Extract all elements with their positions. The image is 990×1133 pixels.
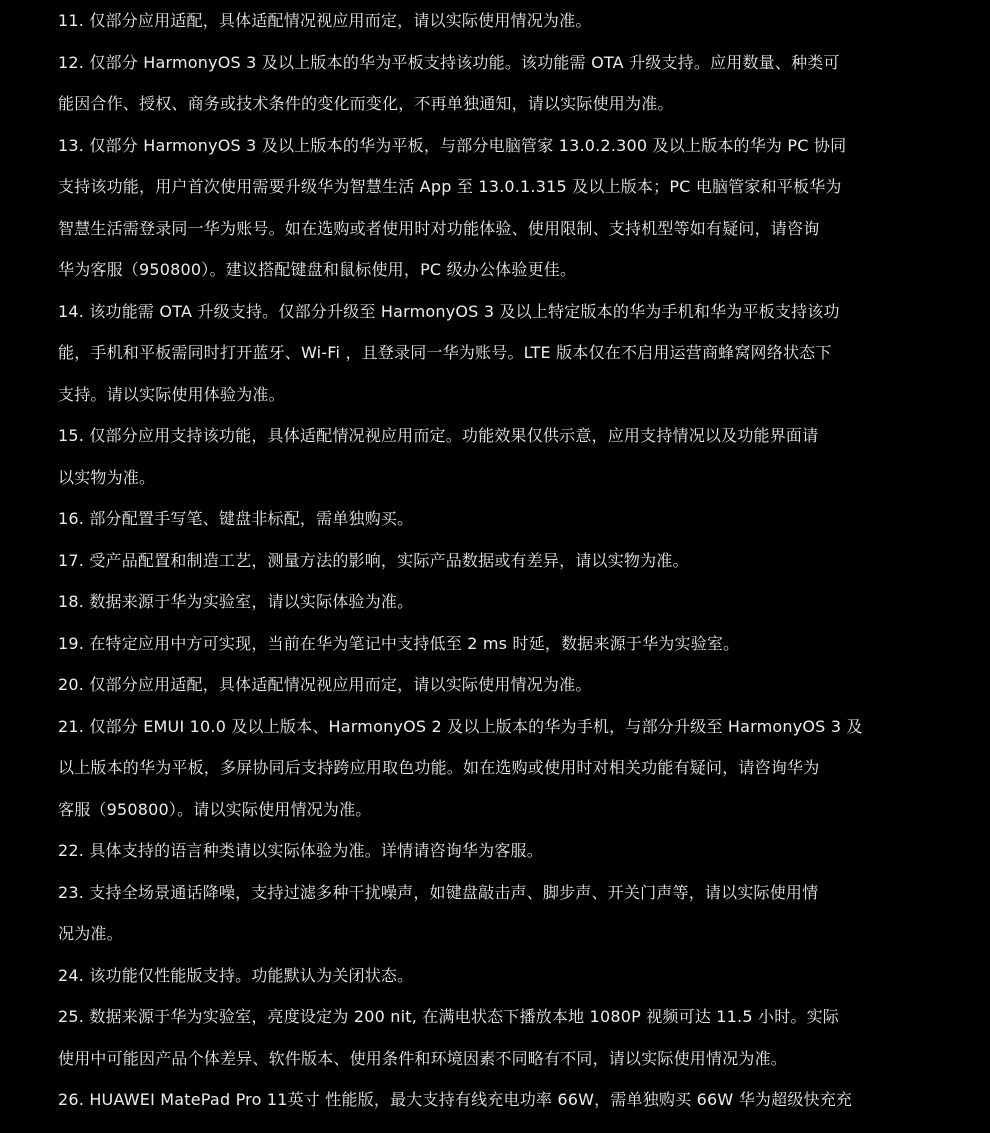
note-14-line-1: 14. 该功能需 OTA 升级支持。仅部分升级至 HarmonyOS 3 及以上特定版本的华为手机和华为平板支持该功 (58, 301, 840, 321)
note-25-line-1: 25. 数据来源于华为实验室，亮度设定为 200 nit, 在满电状态下播放本地 1080P 视频可达 11.5 小时。实际 (58, 1007, 840, 1026)
note-26-line-1: 26. HUAWEI MatePad Pro 11英寸 性能版，最大支持有线充电功率 66W，需单独购买 66W 华为超级快充充 (58, 1090, 853, 1109)
note-13-line-2: 支持该功能，用户首次使用需要升级华为智慧生活 App 至 13.0.1.315 及以上版本；PC 电脑管家和平板华为 (58, 177, 842, 196)
note-22-line-1: 22. 具体支持的语言种类请以实际体验为准。详情请咨询华为客服。 (58, 841, 543, 860)
note-23-line-1: 23. 支持全场景通话降噪，支持过滤多种干扰噪声，如键盘敲击声、脚步声、开关门声等，请以实际使用情 (58, 882, 819, 902)
note-11-line-1: 11. 仅部分应用适配，具体适配情况视应用而定，请以实际使用情况为准。 (58, 11, 592, 30)
note-25-line-2: 使用中可能因产品个体差异、软件版本、使用条件和环境因素不同略有不同，请以实际使用情况为准。 (58, 1048, 788, 1068)
note-19-line-1: 19. 在特定应用中方可实现，当前在华为笔记中支持低至 2 ms 时延，数据来源于华为实验室。 (58, 633, 740, 653)
note-15-line-2: 以实物为准。 (58, 467, 156, 487)
note-21-line-1: 21. 仅部分 EMUI 10.0 及以上版本、HarmonyOS 2 及以上版本的华为手机，与部分升级至 HarmonyOS 3 及 (58, 716, 863, 736)
note-24-line-1: 24. 该功能仅性能版支持。功能默认为关闭状态。 (58, 965, 414, 985)
note-18-line-1: 18. 数据来源于华为实验室，请以实际体验为准。 (58, 592, 414, 611)
note-21-line-3: 客服（950800）。请以实际使用情况为准。 (58, 799, 372, 819)
footnotes-list (58, 0, 938, 1121)
note-13-line-1: 13. 仅部分 HarmonyOS 3 及以上版本的华为平板，与部分电脑管家 13.0.2.300 及以上版本的华为 PC 协同 (58, 135, 847, 155)
note-21-line-2: 以上版本的华为平板，多屏协同后支持跨应用取色功能。如在选购或使用时对相关功能有疑问，请咨询华为 (58, 758, 820, 777)
note-12-line-2: 能因合作、授权、商务或技术条件的变化而变化，不再单独通知，请以实际使用为准。 (58, 94, 674, 113)
note-20-line-1: 20. 仅部分应用适配，具体适配情况视应用而定，请以实际使用情况为准。 (58, 675, 592, 694)
note-16-line-1: 16. 部分配置手写笔、键盘非标配，需单独购买。 (58, 509, 414, 528)
note-13-line-4: 华为客服（950800）。建议搭配键盘和鼠标使用，PC 级办公体验更佳。 (58, 260, 577, 279)
note-12-line-1: 12. 仅部分 HarmonyOS 3 及以上版本的华为平板支持该功能。该功能需 OTA 升级支持。应用数量、种类可 (58, 52, 840, 72)
note-15-line-1: 15. 仅部分应用支持该功能，具体适配情况视应用而定。功能效果仅供示意，应用支持情况以及功能界面请 (58, 426, 819, 445)
note-13-line-3: 智慧生活需登录同一华为账号。如在选购或者使用时对功能体验、使用限制、支持机型等如有疑问，请咨询 (58, 218, 820, 238)
note-14-line-2: 能，手机和平板需同时打开蓝牙、Wi-Fi ，且登录同一华为账号。LTE 版本仅在不启用运营商蜂窝网络状态下 (58, 343, 832, 362)
note-14-line-3: 支持。请以实际使用体验为准。 (58, 384, 285, 404)
note-17-line-1: 17. 受产品配置和制造工艺，测量方法的影响，实际产品数据或有差异，请以实物为准。 (58, 550, 689, 570)
note-23-line-2: 况为准。 (58, 924, 123, 943)
